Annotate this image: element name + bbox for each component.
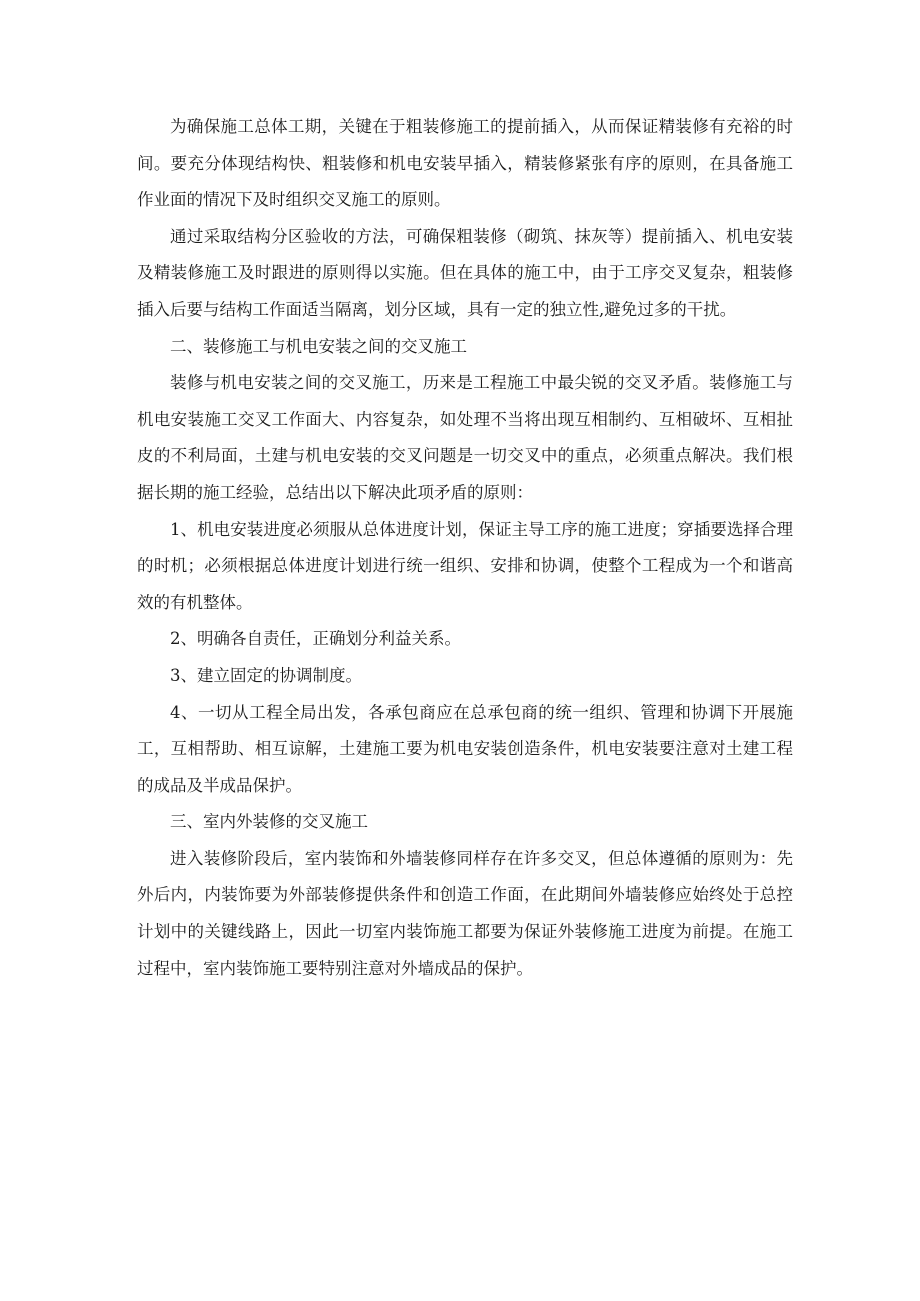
section-heading-interior-exterior: 三、室内外装修的交叉施工 — [170, 812, 368, 832]
list-item-2: 2、明确各自责任，正确划分利益关系。 — [170, 629, 461, 649]
paragraph-schedule-principle: 为确保施工总体工期，关键在于粗装修施工的提前插入，从而保证精装修有充裕的时间。要充分体现结构快、粗装修和机电安装早插入，精装修紧张有序的原则，在具备施工作业面的情况下及时组织交叉施工的原则。 — [137, 117, 793, 210]
list-item-3: 3、建立固定的协调制度。 — [170, 665, 362, 685]
document-body — [137, 109, 793, 987]
paragraph-interior-exterior: 进入装修阶段后，室内装饰和外墙装修同样存在许多交叉，但总体遵循的原则为：先外后内，内装饰要为外部装修提供条件和创造工作面，在此期间外墙装修应始终处于总控计划中的关键线路上，因此一切室内装饰施工都要为保证外装修施工进度为前提。在施工过程中，室内装饰施工要特别注意对外墙成品的保护。 — [137, 848, 793, 978]
list-item-1: 1、机电安装进度必须服从总体进度计划，保证主导工序的施工进度；穿插要选择合理的时机；必须根据总体进度计划进行统一组织、安排和协调，使整个工程成为一个和谐高效的有机整体。 — [137, 519, 793, 612]
list-item-4: 4、一切从工程全局出发，各承包商应在总承包商的统一组织、管理和协调下开展施工，互相帮助、相互谅解，土建施工要为机电安装创造条件，机电安装要注意对土建工程的成品及半成品保护。 — [137, 702, 793, 795]
section-heading-decoration-mep: 二、装修施工与机电安装之间的交叉施工 — [170, 336, 467, 356]
paragraph-decoration-mep-conflict: 装修与机电安装之间的交叉施工，历来是工程施工中最尖锐的交叉矛盾。装修施工与机电安装施工交叉工作面大、内容复杂，如处理不当将出现互相制约、互相破坏、互相扯皮的不利局面，土建与机电安装的交叉问题是一切交叉中的重点，必须重点解决。我们根据长期的施工经验，总结出以下解决此项矛盾的原则： — [137, 373, 793, 502]
paragraph-zoned-acceptance: 通过采取结构分区验收的方法，可确保粗装修（砌筑、抹灰等）提前插入、机电安装及精装修施工及时跟进的原则得以实施。但在具体的施工中，由于工序交叉复杂，粗装修插入后要与结构工作面适当隔离，划分区域，具有一定的独立性,避免过多的干扰。 — [137, 226, 793, 319]
